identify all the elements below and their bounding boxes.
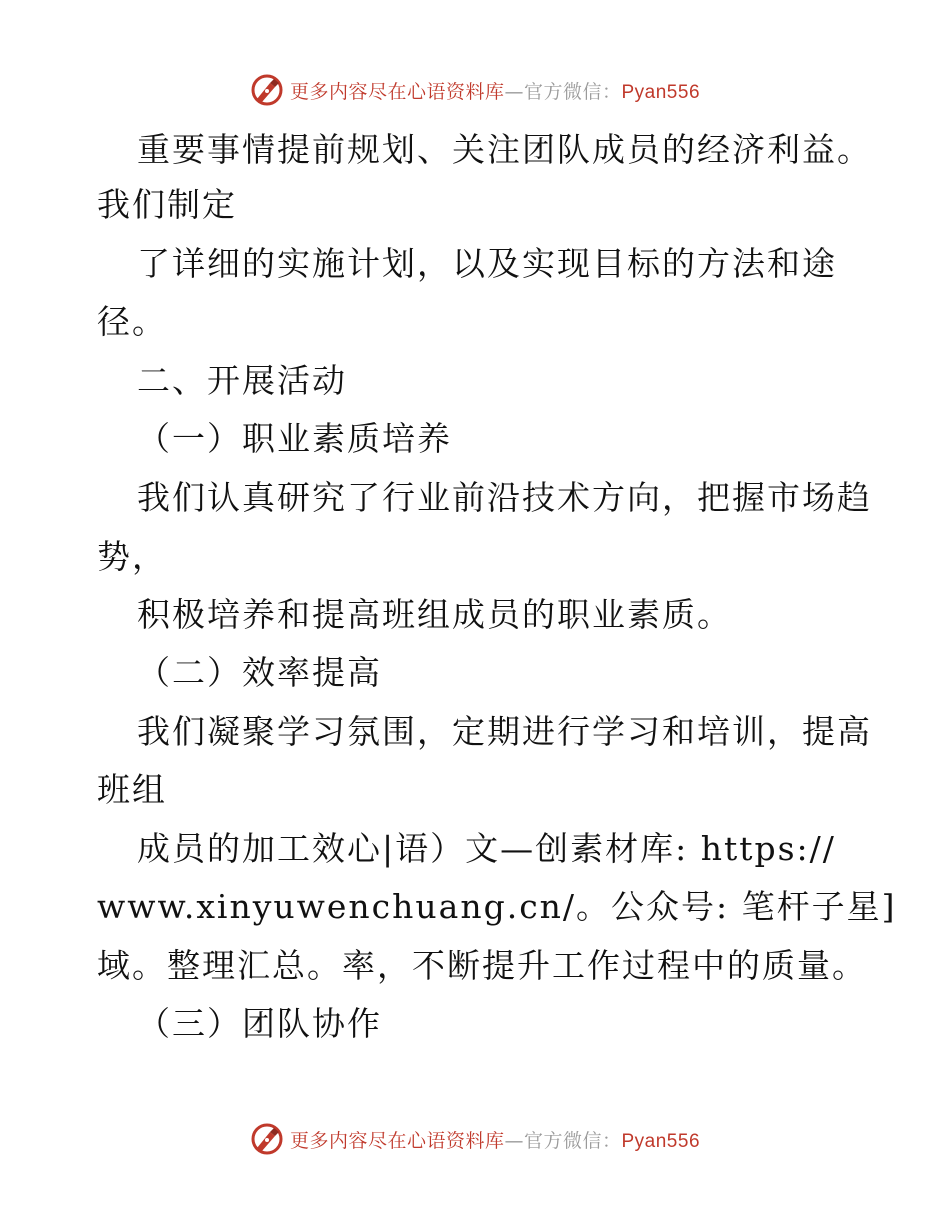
subsection-heading: （三）团队协作 [137, 1004, 382, 1043]
body-line: 势， [97, 537, 167, 576]
site-name: 更多内容尽在心语资料库 [289, 80, 505, 103]
footer-banner [0, 1119, 950, 1159]
banner-text [290, 77, 700, 104]
body-line: 了详细的实施计划，以及实现目标的方法和途 [137, 244, 837, 283]
section-heading: 二、开展活动 [137, 361, 347, 400]
body-line: 我们凝聚学习氛围，定期进行学习和培训，提高 [137, 712, 872, 751]
wechat-id: Pyan556 [621, 81, 701, 103]
body-line: 径。 [97, 302, 167, 341]
body-line: 班组 [97, 770, 167, 809]
body-line: 重要事情提前规划、关注团队成员的经济利益。 [137, 130, 872, 169]
header-banner [0, 70, 950, 110]
pen-circle-logo-icon [250, 1122, 284, 1156]
body-line: 积极培养和提高班组成员的职业素质。 [137, 595, 732, 634]
banner-separator: — [504, 1129, 524, 1152]
body-line: 域。整理汇总。率，不断提升工作过程中的质量。 [97, 946, 867, 985]
body-line: 我们认真研究了行业前沿技术方向，把握市场趋 [137, 478, 872, 517]
body-line: www.xinyuwenchuang.cn/。公众号: 笔杆子星] [97, 887, 897, 926]
pen-circle-logo-icon [250, 73, 284, 107]
banner-separator: — [504, 80, 524, 103]
subsection-heading: （二）效率提高 [137, 653, 382, 692]
body-line: 我们制定 [97, 185, 237, 224]
banner-text [290, 1126, 700, 1153]
site-name: 更多内容尽在心语资料库 [289, 1129, 505, 1152]
wechat-label: 官方微信： [523, 1129, 622, 1152]
body-line: 成员的加工效心|语）文—创素材库: https:// [137, 829, 836, 868]
subsection-heading: （一）职业素质培养 [137, 419, 452, 458]
wechat-id: Pyan556 [621, 1130, 701, 1152]
wechat-label: 官方微信： [523, 80, 622, 103]
